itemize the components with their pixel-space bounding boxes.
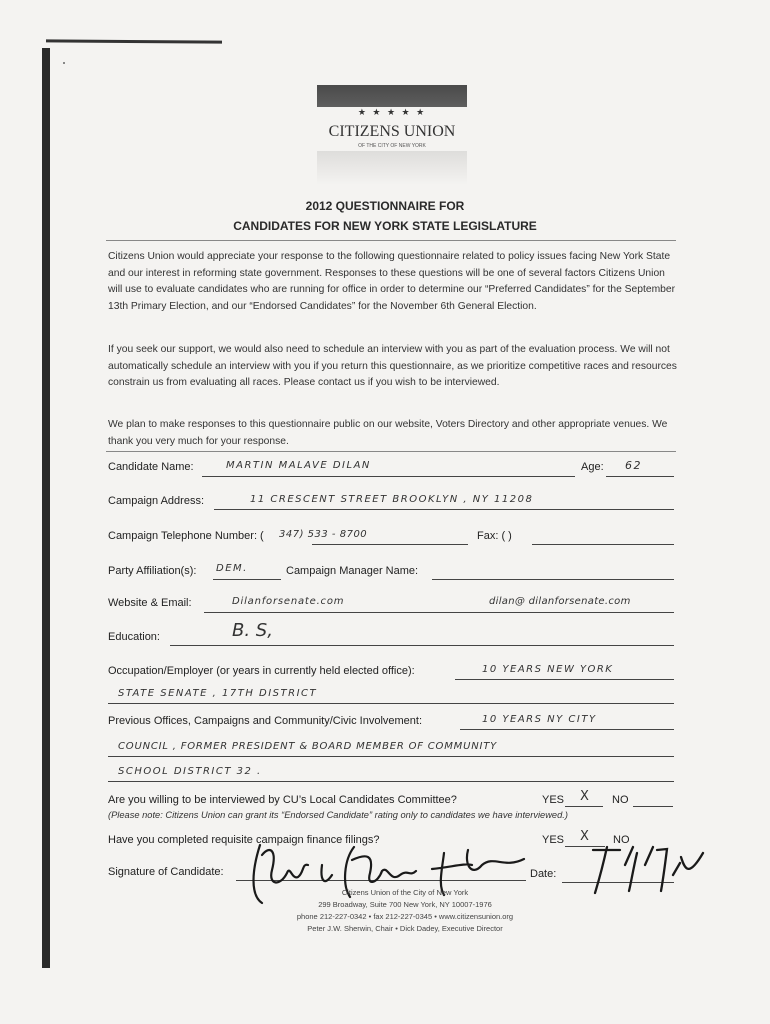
scan-edge-line [46, 39, 222, 43]
phone-label: Campaign Telephone Number: ( [108, 530, 264, 542]
footer-line-1: Citizens Union of the City of New York [341, 888, 469, 897]
interview-question: Are you willing to be interviewed by CU’s Local Candidates Committee? [108, 794, 457, 806]
candidate-name-label: Candidate Name: [108, 461, 194, 473]
previous-field-2[interactable]: COUNCIL , FORMER PRESIDENT & BOARD MEMBER OF COMMUNITY [118, 741, 498, 752]
education-line [170, 645, 674, 646]
logo-org-sub: OF THE CITY OF NEW YORK [358, 143, 426, 149]
fax-line[interactable] [532, 544, 674, 545]
interview-yes-label: YES [542, 794, 565, 806]
intro-rule [106, 451, 676, 452]
manager-label: Campaign Manager Name: [286, 565, 419, 577]
previous-line-3 [108, 781, 674, 782]
website-field[interactable]: Dilanforsenate.com [232, 596, 345, 607]
party-field[interactable]: DEM. [216, 563, 248, 574]
previous-field-3[interactable]: SCHOOL DISTRICT 32 . [118, 766, 262, 777]
previous-line-2 [108, 756, 674, 757]
logo-shadow [317, 151, 467, 185]
website-label: Website & Email: [108, 597, 192, 609]
age-label: Age: [581, 461, 604, 473]
filings-yes-mark[interactable]: X [580, 829, 591, 844]
filings-yes-label: YES [542, 834, 565, 846]
phone-field[interactable]: 347) 533 - 8700 [279, 529, 368, 540]
binding-edge [42, 48, 50, 968]
occupation-line-1 [455, 679, 674, 680]
footer-line-3: phone 212-227-0342 • fax 212-227-0345 • www.citizensunion.org [296, 912, 514, 921]
candidate-name-line [202, 476, 575, 477]
website-line [204, 612, 674, 613]
party-label: Party Affiliation(s): [108, 565, 197, 577]
interview-no-label: NO [612, 794, 629, 806]
interview-no-line[interactable] [633, 806, 673, 807]
filings-no-label: NO [613, 834, 630, 846]
footer-line-2: 299 Broadway, Suite 700 New York, NY 10007-1976 [318, 900, 492, 909]
email-field[interactable]: dilan@ dilanforsenate.com [489, 596, 631, 607]
party-line [213, 579, 281, 580]
education-label: Education: [108, 631, 160, 643]
title-line-2: CANDIDATES FOR NEW YORK STATE LEGISLATURE [233, 219, 537, 233]
title-rule [106, 240, 676, 241]
previous-offices-label: Previous Offices, Campaigns and Community/Civic Involvement: [108, 715, 423, 727]
education-field[interactable]: B. S, [232, 620, 273, 641]
signature-date[interactable] [585, 835, 710, 895]
intro-paragraph-2: If you seek our support, we would also need to schedule an interview with you as part of the evaluation process. We will not automatically schedule an interview with you if you return this questionnaire, as we prioritize competitive races and resources constrain us from evaluating all races. Please contact us if you wish to be interviewed. [108, 344, 677, 389]
footer-line-4: Peter J.W. Sherwin, Chair • Dick Dadey, Executive Director [307, 924, 503, 933]
age-field[interactable]: 62 [625, 459, 642, 472]
campaign-address-field[interactable]: 11 CRESCENT STREET BROOKLYN , NY 11208 [250, 494, 534, 505]
interview-yes-mark[interactable]: X [580, 789, 591, 804]
title-line-1: 2012 QUESTIONNAIRE FOR [305, 199, 465, 213]
logo-org-name: CITIZENS UNION [328, 123, 456, 140]
interview-note: (Please note: Citizens Union can grant its “Endorsed Candidate” rating only to candidates we have interviewed.) [108, 810, 568, 820]
citizens-union-logo [317, 85, 467, 185]
occupation-line-2 [108, 703, 674, 704]
filings-question: Have you completed requisite campaign finance filings? [108, 834, 380, 846]
age-line [606, 476, 674, 477]
occupation-label: Occupation/Employer (or years in currently held elected office): [108, 665, 415, 677]
campaign-address-line [214, 509, 674, 510]
logo-bar [317, 85, 467, 107]
intro-paragraph-1: Citizens Union would appreciate your response to the following questionnaire related to policy issues facing New York State and our interest in reforming state government. Responses to these questions will be one of several factors Citizens Union will use to evaluate candidates who are running for office in order to determine our “Preferred Candidates” for the September 13th Primary Election, and our “Endorsed Candidates” for the November 6th General Election. [108, 251, 676, 312]
occupation-field-2[interactable]: STATE SENATE , 17TH DISTRICT [118, 688, 318, 699]
signature-label: Signature of Candidate: [108, 866, 224, 878]
candidate-name-field[interactable]: MARTIN MALAVE DILAN [226, 460, 371, 471]
occupation-field-1[interactable]: 10 YEARS NEW YORK [482, 664, 614, 675]
manager-line[interactable] [432, 579, 674, 580]
logo-stars: ★ ★ ★ ★ ★ [357, 107, 427, 117]
interview-yes-line[interactable] [565, 806, 603, 807]
fax-label: Fax: ( ) [477, 530, 512, 542]
campaign-address-label: Campaign Address: [108, 495, 204, 507]
scan-speck [63, 62, 65, 64]
phone-line [312, 544, 468, 545]
date-label: Date: [530, 868, 557, 880]
previous-line-1 [460, 729, 674, 730]
previous-field-1[interactable]: 10 YEARS NY CITY [482, 714, 597, 725]
intro-paragraph-3: We plan to make responses to this questionnaire public on our website, Voters Directory and other appropriate venues. We thank you very much for your response. [108, 419, 668, 447]
